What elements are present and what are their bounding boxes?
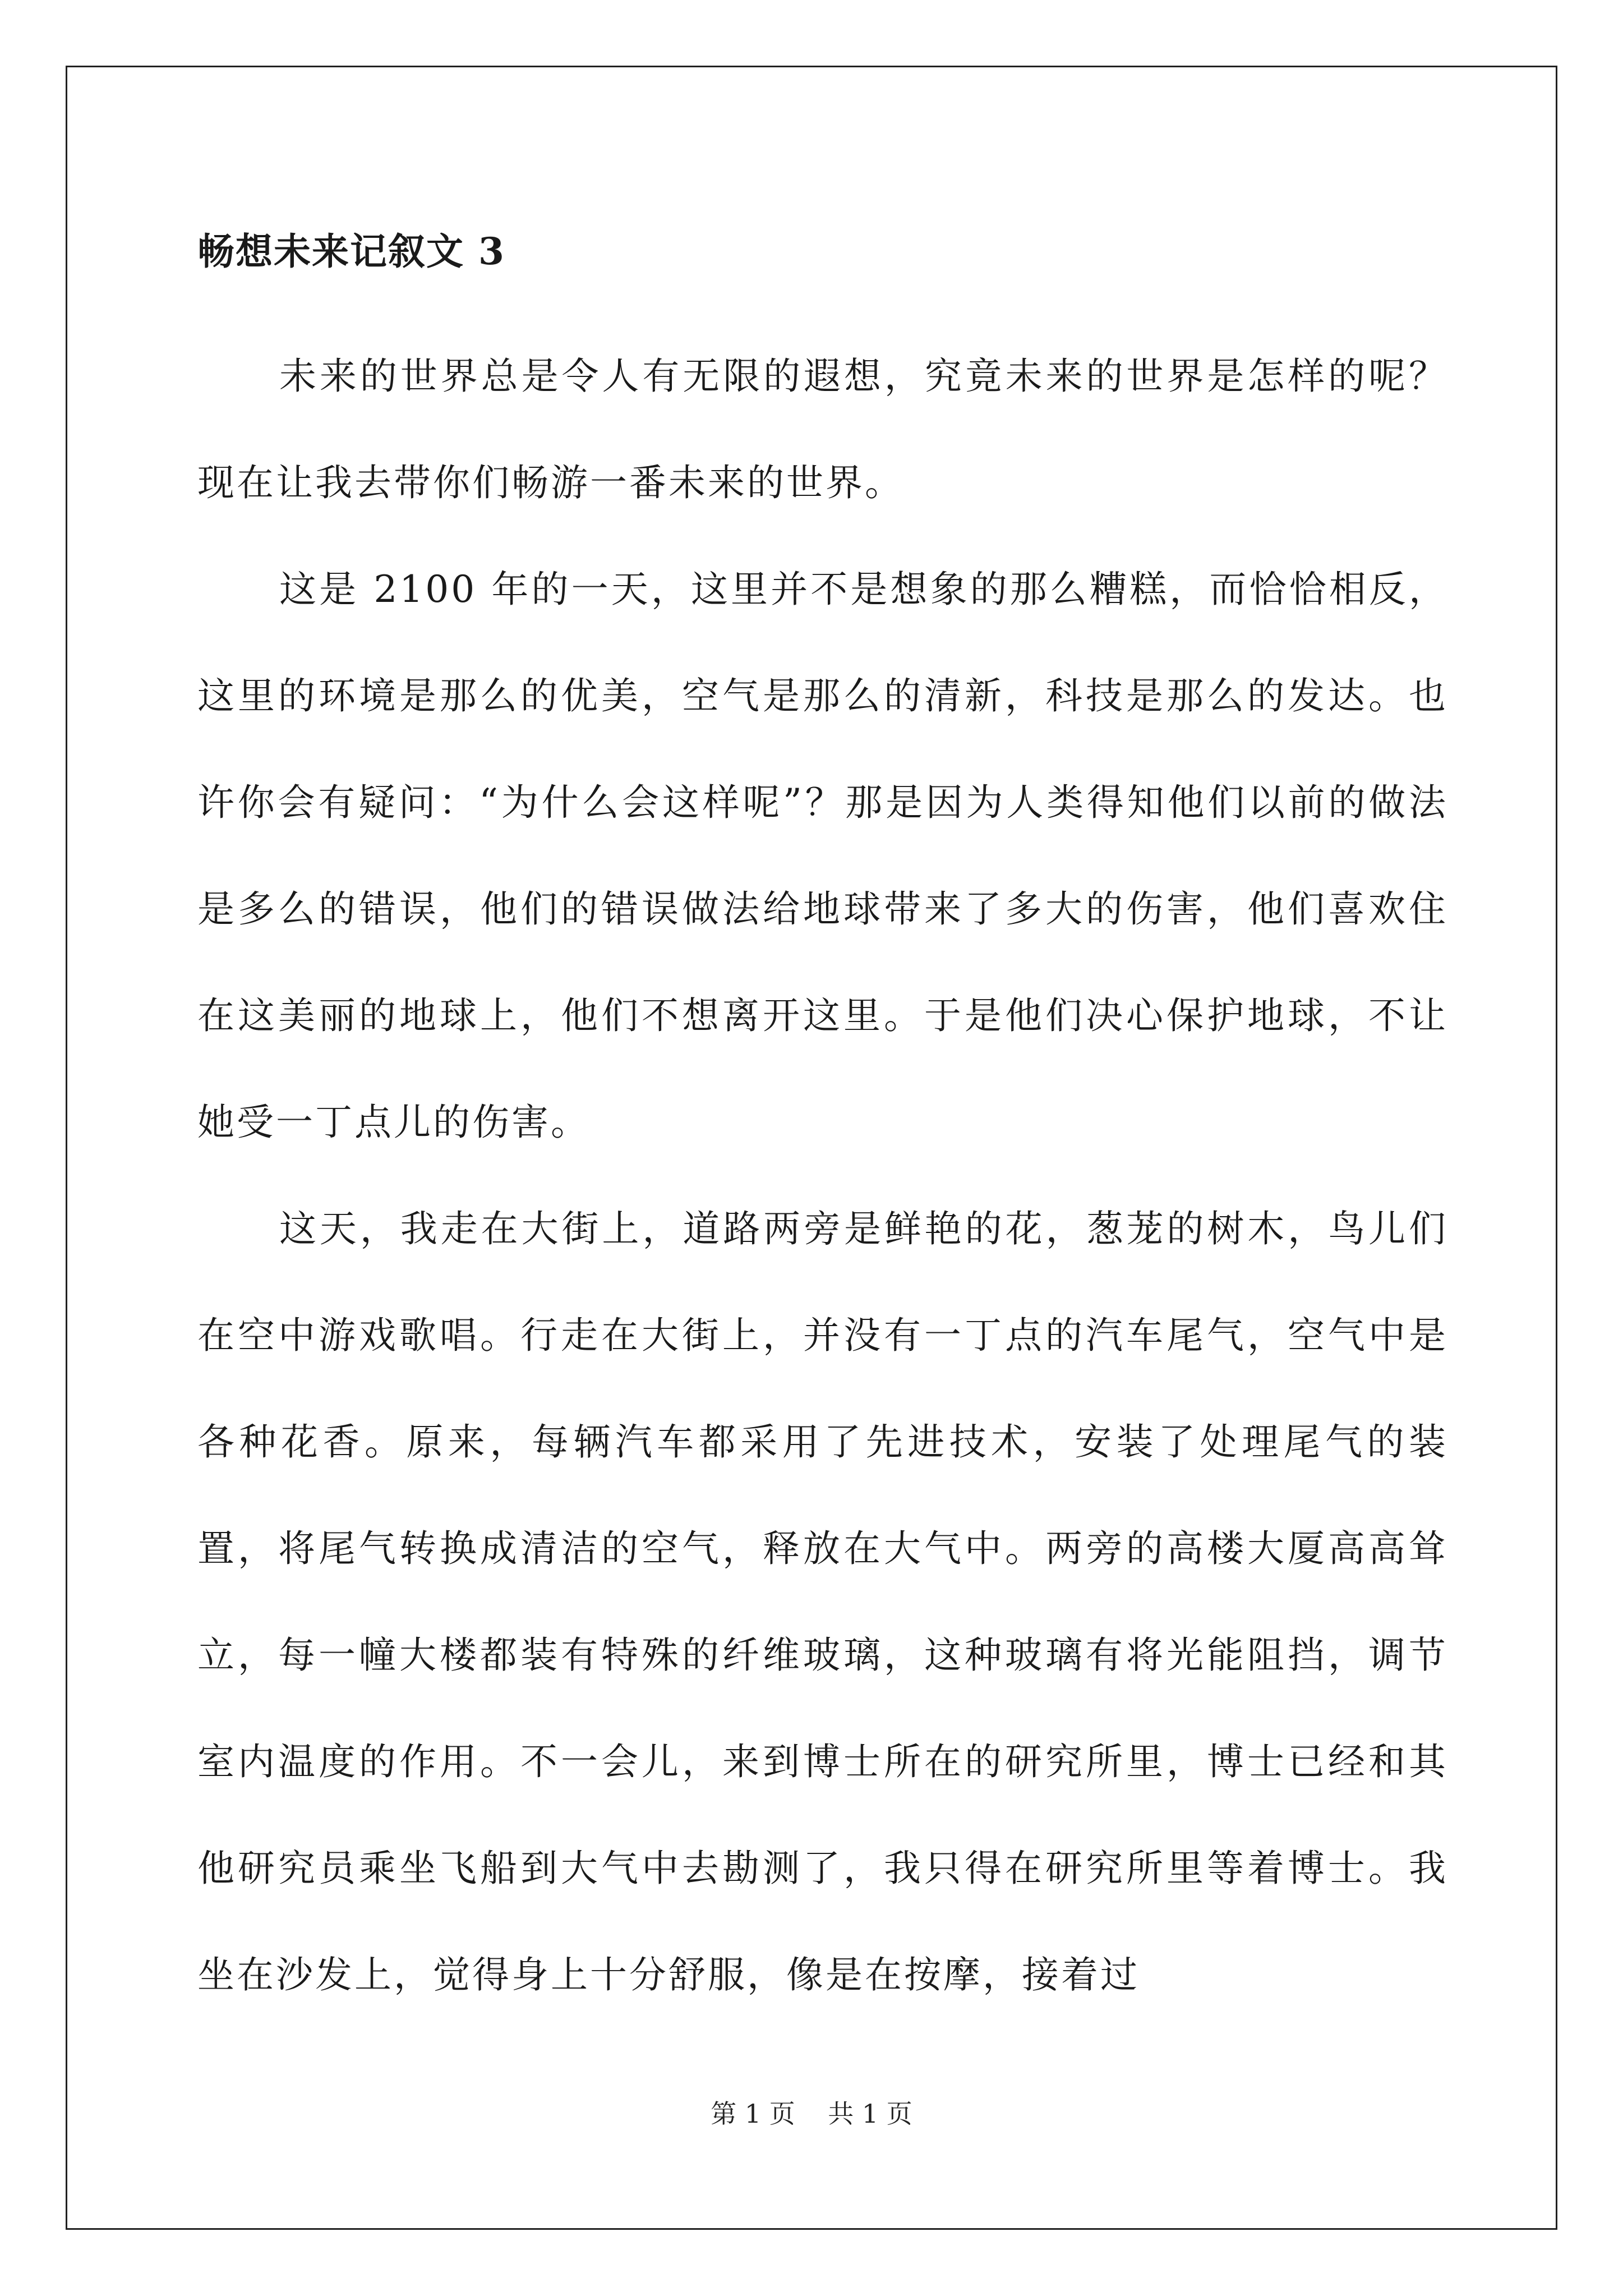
document-title: 畅想未来记叙文 3 [197,229,505,273]
paragraph-2: 这是 2100 年的一天，这里并不是想象的那么糟糕，而恰恰相反，这里的环境是那么的优美，空气是那么的清新，科技是那么的发达。也许你会有疑问：“为什么会这样呢”？那是因为人类得知他们以前的做法是多么的错误，他们的错误做法给地球带来了多大的伤害，他们喜欢住在这美丽的地球上，他们不想离开这里。于是他们决心保护地球，不让她受一丁点儿的伤害。 [197,568,1448,1144]
paragraph-3: 这天，我走在大街上，道路两旁是鲜艳的花，葱茏的树木，鸟儿们在空中游戏歌唱。行走在大街上，并没有一丁点的汽车尾气，空气中是各种花香。原来，每辆汽车都采用了先进技术，安装了处理尾气的装置，将尾气转换成清洁的空气，释放在大气中。两旁的高楼大厦高高耸立，每一幢大楼都装有特殊的纤维玻璃，这种玻璃有将光能阻挡，调节室内温度的作用。不一会儿，来到博士所在的研究所里，博士已经和其他研究员乘坐飞船到大气中去勘测了，我只得在研究所里等着博士。我坐在沙发上，觉得身上十分舒服，像是在按摩，接着过 [197,1207,1448,1996]
document-body [197,224,1448,2028]
paragraph-1: 未来的世界总是令人有无限的遐想，究竟未来的世界是怎样的呢？现在让我去带你们畅游一番未来的世界。 [197,355,1448,504]
page-footer: 第 1 页 共 1 页 [711,2099,912,2129]
